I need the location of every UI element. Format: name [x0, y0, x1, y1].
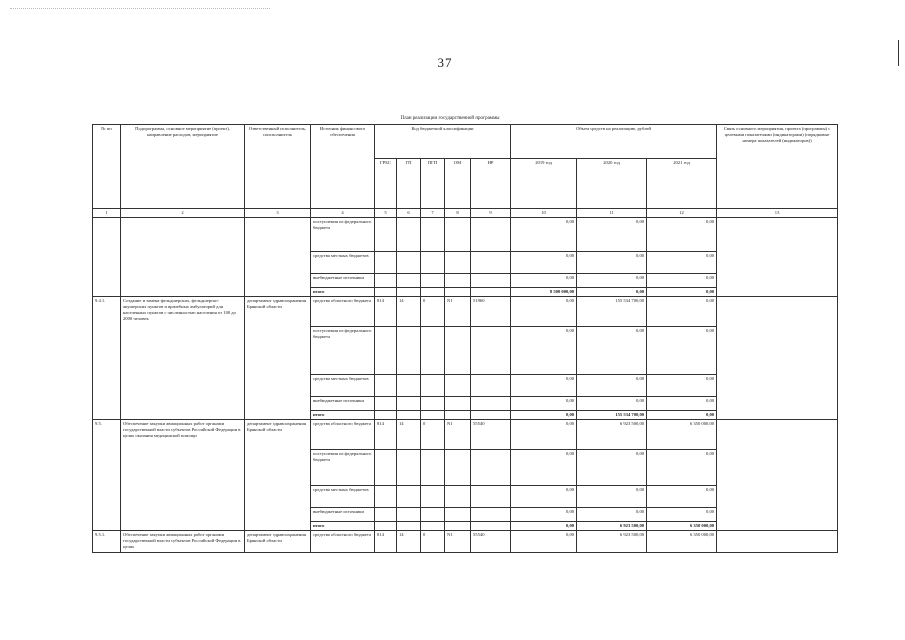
source-cell: поступления из федерального бюджета	[311, 450, 375, 486]
header-2020: 2020 год	[577, 159, 647, 209]
np-cell: 55540	[471, 531, 511, 553]
header-budget-code: Код бюджетной классификации	[375, 125, 511, 159]
page-number: 37	[437, 55, 453, 70]
no-cell: 9.5.1.	[93, 531, 121, 553]
executor-cell: департамент здравоохранения Брянской области	[245, 297, 311, 420]
header-np: НР	[471, 159, 511, 209]
link-cell	[717, 297, 838, 420]
gp-cell: 14	[397, 531, 421, 553]
no-cell: 9.5.	[93, 420, 121, 531]
header-source: Источник финансового обеспечения	[311, 125, 375, 209]
value-2020: 0,00	[577, 508, 647, 522]
value-2019: 0,00	[511, 375, 577, 397]
header-name: Подпрограмма, основное мероприятие (проект), направление расходов, мероприятие	[121, 125, 245, 209]
value-2021: 0,00	[647, 288, 717, 297]
value-2021: 0,00	[647, 411, 717, 420]
executor-cell: департамент здравоохранения Брянской области	[245, 531, 311, 553]
value-2019: 0,00	[511, 274, 577, 288]
value-2019: 0,00	[511, 522, 577, 531]
source-cell: средства областного бюджета	[311, 531, 375, 553]
source-cell: поступления из федерального бюджета	[311, 218, 375, 252]
table-title: План реализации государственной программы	[400, 116, 500, 121]
value-2019: 0,00	[511, 397, 577, 411]
index-cell: 11	[577, 209, 647, 218]
name-cell: Обеспечение закупки авиационных работ органами государственной власти субъектов Российской Федерации в целях оказания медицинской помощи	[121, 420, 245, 531]
index-cell: 4	[311, 209, 375, 218]
value-2020: 0,00	[577, 486, 647, 508]
header-2021: 2021 год	[647, 159, 717, 209]
index-cell: 5	[375, 209, 397, 218]
value-2021: 0,00	[647, 218, 717, 252]
index-cell: 13	[717, 209, 838, 218]
value-2019: 8 500 000,00	[511, 288, 577, 297]
value-2019: 0,00	[511, 252, 577, 274]
table-row	[93, 420, 838, 450]
value-2019: 0,00	[511, 450, 577, 486]
link-cell	[717, 531, 838, 553]
value-2020: 6 923 500,00	[577, 522, 647, 531]
source-cell: поступления из федерального бюджета	[311, 327, 375, 375]
header-grbs: ГРБС	[375, 159, 397, 209]
name-cell: Создание и замена фельдшерских, фельдшерско-акушерских пунктов и врачебных амбулаторий для населенных пунктов с численностью населения от 100 до 2000 человек	[121, 297, 245, 420]
source-cell: средства местных бюджетов	[311, 252, 375, 274]
value-2021: 0,00	[647, 397, 717, 411]
table-row	[93, 297, 838, 327]
header-row	[93, 125, 838, 159]
source-cell: средства областного бюджета	[311, 297, 375, 327]
link-cell	[717, 218, 838, 297]
table-row	[93, 531, 838, 553]
header-no: № пп	[93, 125, 121, 209]
index-cell: 9	[471, 209, 511, 218]
index-cell: 10	[511, 209, 577, 218]
value-2021: 0,00	[647, 252, 717, 274]
source-cell: итого	[311, 522, 375, 531]
executor-cell	[245, 218, 311, 297]
value-2020: 6 923 500,00	[577, 420, 647, 450]
header-om: ОМ	[445, 159, 471, 209]
index-cell: 2	[121, 209, 245, 218]
value-2019: 0,00	[511, 420, 577, 450]
value-2020: 0,00	[577, 397, 647, 411]
om-cell: N1	[445, 531, 471, 553]
value-2020: 6 923 500,00	[577, 531, 647, 553]
value-2020: 0,00	[577, 375, 647, 397]
value-2021: 0,00	[647, 327, 717, 375]
om-cell: N1	[445, 297, 471, 327]
source-cell: внебюджетные источники	[311, 274, 375, 288]
header-executor: Ответственный исполнитель, соисполнитель	[245, 125, 311, 209]
pgp-cell: 0	[421, 531, 445, 553]
value-2020: 0,00	[577, 252, 647, 274]
grbs-cell: 814	[375, 531, 397, 553]
value-2021: 0,00	[647, 375, 717, 397]
value-2021: 6 350 000,00	[647, 420, 717, 450]
source-cell: внебюджетные источники	[311, 508, 375, 522]
index-cell: 1	[93, 209, 121, 218]
header-pgp: ПГП	[421, 159, 445, 209]
value-2019: 0,00	[511, 297, 577, 327]
gp-cell: 14	[397, 420, 421, 450]
value-2021: 0,00	[647, 508, 717, 522]
value-2020: 0,00	[577, 450, 647, 486]
gp-cell: 14	[397, 297, 421, 327]
value-2019: 0,00	[511, 327, 577, 375]
value-2021: 0,00	[647, 450, 717, 486]
pgp-cell: 0	[421, 420, 445, 450]
index-cell: 3	[245, 209, 311, 218]
value-2019: 0,00	[511, 508, 577, 522]
value-2020: 0,00	[577, 288, 647, 297]
np-cell: 55540	[471, 420, 511, 450]
index-cell: 6	[397, 209, 421, 218]
value-2019: 0,00	[511, 411, 577, 420]
source-cell: средства местных бюджетов	[311, 375, 375, 397]
no-cell	[93, 218, 121, 297]
executor-cell: департамент здравоохранения Брянской области	[245, 420, 311, 531]
value-2020: 0,00	[577, 274, 647, 288]
value-2019: 0,00	[511, 218, 577, 252]
header-volume: Объем средств на реализацию, рублей	[511, 125, 717, 159]
plan-table	[92, 124, 838, 553]
value-2021: 6 350 000,00	[647, 522, 717, 531]
value-2019: 0,00	[511, 531, 577, 553]
name-cell	[121, 218, 245, 297]
value-2020: 0,00	[577, 218, 647, 252]
index-cell: 8	[445, 209, 471, 218]
header-link: Связь основного мероприятия, проекта (программы) с целевыми показателями (индикаторами) (порядковые номера показателей (индикаторов))	[717, 125, 838, 209]
value-2021: 0,00	[647, 274, 717, 288]
source-cell: итого	[311, 288, 375, 297]
value-2021: 6 350 000,00	[647, 531, 717, 553]
value-2020: 155 534 700,00	[577, 411, 647, 420]
header-gp: ГП	[397, 159, 421, 209]
value-2021: 0,00	[647, 486, 717, 508]
index-cell: 12	[647, 209, 717, 218]
source-cell: итого	[311, 411, 375, 420]
value-2020: 155 534 700,00	[577, 297, 647, 327]
header-2019: 2019 год	[511, 159, 577, 209]
scan-edge-mark	[898, 40, 899, 66]
value-2020: 0,00	[577, 327, 647, 375]
column-index-row	[93, 209, 838, 218]
link-cell	[717, 420, 838, 531]
scan-artifact	[10, 8, 270, 11]
value-2019: 0,00	[511, 486, 577, 508]
source-cell: средства местных бюджетов	[311, 486, 375, 508]
pgp-cell: 0	[421, 297, 445, 327]
source-cell: средства областного бюджета	[311, 420, 375, 450]
om-cell: N1	[445, 420, 471, 450]
value-2021: 0,00	[647, 297, 717, 327]
no-cell: 9.4.1.	[93, 297, 121, 420]
np-cell: 51960	[471, 297, 511, 327]
table-row	[93, 218, 838, 252]
index-cell: 7	[421, 209, 445, 218]
grbs-cell: 814	[375, 297, 397, 327]
source-cell: внебюджетные источники	[311, 397, 375, 411]
grbs-cell: 814	[375, 420, 397, 450]
name-cell: Обеспечение закупки авиационных работ органами государственной власти субъектов Российской Федерации в целях	[121, 531, 245, 553]
